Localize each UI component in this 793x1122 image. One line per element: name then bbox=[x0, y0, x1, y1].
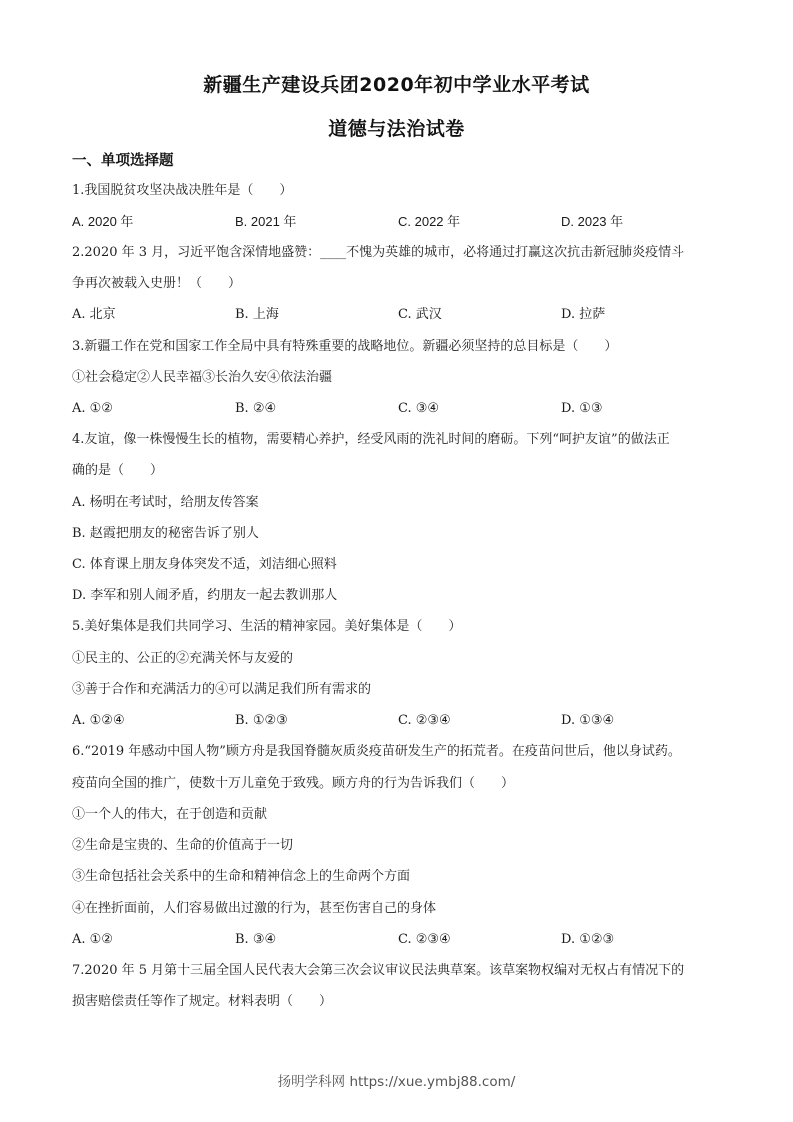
question-2-text: 2.2020 年 3 月，习近平饱含深情地盛赞：____不愧为英雄的城市，必将通过打赢这次抗击新冠肺炎疫情斗 bbox=[72, 245, 685, 260]
watermark-footer: 扬明学科网 https://xue.ymbj88.com/ bbox=[277, 1074, 516, 1090]
option-c: C. 武汉 bbox=[398, 307, 442, 322]
question-4-option-a: A. 杨明在考试时，给朋友传答案 bbox=[72, 495, 259, 510]
question-4-option-d: D. 李军和别人闹矛盾，约朋友一起去教训那人 bbox=[72, 588, 338, 603]
option-b: B. ①②③ bbox=[235, 713, 288, 728]
question-6-options bbox=[72, 931, 732, 949]
question-6-text-cont: 疫苗向全国的推广，使数十万儿童免于致残。顾方舟的行为告诉我们（ ） bbox=[72, 776, 515, 791]
question-6-statement-1: ①一个人的伟大，在于创造和贡献 bbox=[72, 807, 268, 822]
option-c: C. ②③④ bbox=[398, 932, 451, 947]
question-6-statement-3: ③生命包括社会关系中的生命和精神信念上的生命两个方面 bbox=[72, 869, 411, 884]
question-6-statement-2: ②生命是宝贵的、生命的价值高于一切 bbox=[72, 838, 294, 853]
option-b: B. ②④ bbox=[235, 401, 277, 416]
option-d: D. ①③ bbox=[561, 401, 603, 416]
question-6-text: 6.“2019 年感动中国人物”顾方舟是我国脊髓灰质炎疫苗研发生产的拓荒者。在疫苗问世后，他以身试药。 bbox=[72, 744, 681, 759]
question-3-options bbox=[72, 400, 732, 418]
question-2-options bbox=[72, 306, 732, 324]
option-a: A. ①② bbox=[72, 401, 113, 416]
option-d: D. ①②③ bbox=[561, 932, 615, 947]
question-5-statements-2: ③善于合作和充满活力的④可以满足我们所有需求的 bbox=[72, 682, 372, 697]
option-a: A. 2020 年 bbox=[72, 214, 134, 229]
option-a: A. ①②④ bbox=[72, 713, 125, 728]
question-1-text: 1.我国脱贫攻坚决战决胜年是（ ） bbox=[72, 183, 293, 198]
question-4-option-c: C. 体育课上朋友身体突发不适，刘洁细心照料 bbox=[72, 557, 337, 572]
option-a: A. ①② bbox=[72, 932, 113, 947]
option-b: B. ③④ bbox=[235, 932, 277, 947]
question-4-option-b: B. 赵霞把朋友的秘密告诉了别人 bbox=[72, 526, 259, 541]
option-c: C. ②③④ bbox=[398, 713, 451, 728]
question-5-options bbox=[72, 712, 732, 730]
question-7-text: 7.2020 年 5 月第十三届全国人民代表大会第三次会议审议民法典草案。该草案物权编对无权占有情况下的 bbox=[72, 963, 685, 978]
question-3-text: 3.新疆工作在党和国家工作全局中具有特殊重要的战略地位。新疆必须坚持的总目标是（ ） bbox=[72, 339, 618, 354]
option-b: B. 上海 bbox=[235, 307, 279, 322]
option-d: D. 2023 年 bbox=[561, 214, 624, 229]
question-7-text-cont: 损害赔偿责任等作了规定。材料表明（ ） bbox=[72, 994, 333, 1009]
option-c: C. 2022 年 bbox=[398, 214, 461, 229]
question-1-options bbox=[72, 213, 732, 231]
option-c: C. ③④ bbox=[398, 401, 440, 416]
question-5-text: 5.美好集体是我们共同学习、生活的精神家园。美好集体是（ ） bbox=[72, 619, 462, 634]
question-3-statements: ①社会稳定②人民幸福③长治久安④依法治疆 bbox=[72, 370, 333, 385]
option-d: D. 拉萨 bbox=[561, 307, 606, 322]
section-heading: 一、单项选择题 bbox=[72, 153, 174, 169]
option-b: B. 2021 年 bbox=[235, 214, 297, 229]
option-a: A. 北京 bbox=[72, 307, 116, 322]
question-4-text-cont: 确的是（ ） bbox=[72, 463, 164, 478]
exam-title: 新疆生产建设兵团2020年初中学业水平考试 bbox=[203, 74, 590, 96]
question-2-text-cont: 争再次被载入史册！（ ） bbox=[72, 276, 242, 291]
option-d: D. ①③④ bbox=[561, 713, 615, 728]
question-6-statement-4: ④在挫折面前，人们容易做出过激的行为，甚至伤害自己的身体 bbox=[72, 901, 437, 916]
question-4-text: 4.友谊，像一株慢慢生长的植物，需要精心养护，经受风雨的洗礼时间的磨砺。下列“呵护友谊”的做法正 bbox=[72, 432, 670, 447]
exam-subtitle: 道德与法治试卷 bbox=[328, 118, 465, 140]
question-5-statements-1: ①民主的、公正的②充满关怀与友爱的 bbox=[72, 651, 294, 666]
